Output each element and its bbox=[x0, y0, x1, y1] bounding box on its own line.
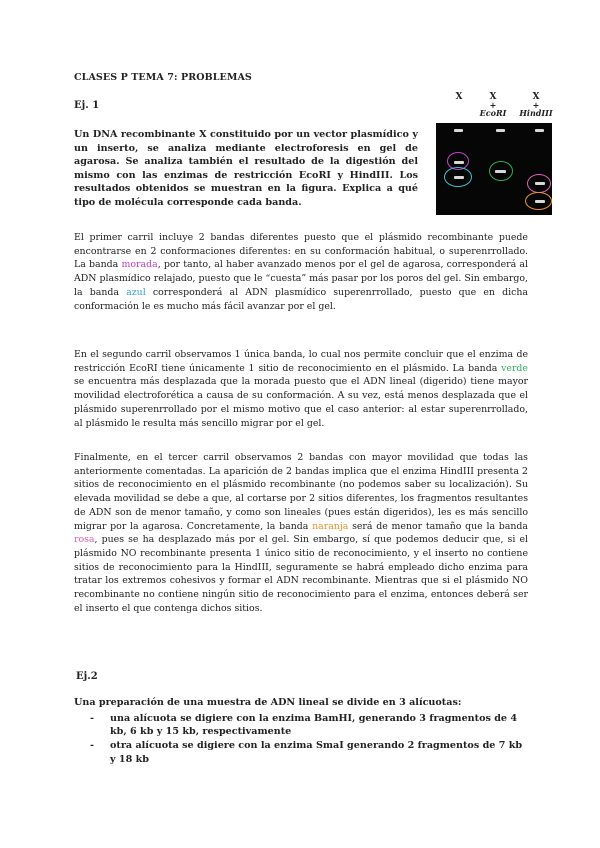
paragraph-lane-1-text-c: corresponderá al ADN plasmídico superenrrollado, puesto que en dicha conformación le es mucho más fácil avanzar por el gel. bbox=[74, 286, 528, 312]
paragraph-lane-2-text-a: En el segundo carril observamos 1 única banda, lo cual nos permite concluir que el enzima de restricción EcoRI tiene únicamente 1 sitio de reconocimiento en el plásmido. La banda bbox=[74, 349, 528, 374]
word-naranja: naranja bbox=[312, 520, 349, 532]
rosa-circle bbox=[527, 174, 551, 193]
lane-1-well bbox=[454, 129, 463, 132]
paragraph-lane-2-text-b: se encuentra más desplazada que la morada puesto que el ADN lineal (digerido) tiene mayor movilidad electroforética a causa de su conformación. A su vez, está menos desplazada que el plásmido superenrrollado por el mismo motivo que el caso anterior: al estar superenrrollado, al plásmido le resulta más sencillo migrar por el gel. bbox=[74, 376, 528, 429]
paragraph-lane-3 bbox=[74, 451, 528, 615]
exercise-1-heading: Ej. 1 bbox=[74, 100, 100, 111]
azul-circle bbox=[444, 167, 472, 187]
list-item bbox=[90, 739, 530, 765]
lane-3-label bbox=[518, 92, 554, 118]
paragraph-lane-3-text-c: , pues se ha desplazado más por el gel. Sin embargo, sí que podemos deducir que, si el plásmido NO recombinante presenta 1 único sitio de reconocimiento, y el inserto no contiene sitios de reconocimiento para la HindIII, seguramente se habrá empleado dicho enzima para tratar los extremos cohesivos y formar el ADN recombinante. Mientras que si el plásmido NO recombinante no contiene ningún sitio de reconocimiento para el enzima, entonces deberá ser el inserto el que contenga dichos sitios. bbox=[74, 534, 528, 614]
lane-3-well bbox=[535, 129, 544, 132]
word-verde: verde bbox=[501, 362, 528, 374]
paragraph-lane-2 bbox=[74, 348, 528, 430]
paragraph-lane-1-text-b: , por tanto, al haber avanzado menos por el gel de agarosa, corresponderá al ADN plasmídico relajado, puesto que le “cuesta” más pasar por los poros del gel. Sin embargo, la banda bbox=[74, 259, 529, 298]
exercise-2-heading: Ej.2 bbox=[76, 671, 98, 682]
word-morada: morada bbox=[121, 259, 158, 271]
paragraph-lane-1 bbox=[74, 231, 528, 313]
word-azul: azul bbox=[126, 286, 146, 298]
list-item-text: otra alícuota se digiere con la enzima SmaI generando 2 fragmentos de 7 kb y 18 kb bbox=[110, 740, 523, 765]
lane-2-label-x: X bbox=[489, 92, 497, 102]
verde-circle bbox=[489, 161, 513, 181]
paragraph-lane-1-text-a: El primer carril incluye 2 bandas diferentes puesto que el plásmido recombinante puede encontrarse en 2 conformaciones diferentes: en su conformación habitual, o superenrrollado. La banda bbox=[74, 232, 528, 271]
naranja-circle bbox=[525, 192, 552, 210]
exercise-1-statement: Un DNA recombinante X constituido por un vector plasmídico y un inserto, se analiza mediante electroforesis en gel de agarosa. Se analiza también el resultado de la digestión del mismo con las enzimas de restricción EcoRI y HindIII. Los resultados obtenidos se muestran en la figura. Explica a qué tipo de molécula corresponde cada banda. bbox=[74, 129, 418, 208]
agarose-gel bbox=[436, 123, 552, 215]
lane-2-well bbox=[496, 129, 505, 132]
lane-2-label bbox=[476, 92, 510, 118]
paragraph-lane-3-text-b: será de menor tamaño que la banda bbox=[348, 520, 528, 532]
lane-3-label-plus: + bbox=[532, 100, 540, 110]
lane-1-label bbox=[452, 92, 466, 102]
list-dash: - bbox=[90, 713, 94, 724]
page-title: CLASES P TEMA 7: PROBLEMAS bbox=[74, 72, 252, 83]
list-dash: - bbox=[90, 740, 94, 752]
word-rosa: rosa bbox=[74, 534, 95, 546]
lane-1-label-text: X bbox=[455, 92, 463, 102]
paragraph-lane-3-text-a: Finalmente, en el tercer carril observamos 2 bandas con mayor movilidad que todas las anteriormente comentadas. La aparición de 2 bandas implica que el enzima HindIII presenta 2 sitios de reconocimiento en el plásmido recombinante (no podemos saber su localización). Su elevada movilidad se debe a que, al cortarse por 2 sitios diferentes, los fragmentos resultantes de ADN son de menor tamaño, y como son lineales (pues están digeridos), les es más sencillo migrar por la agarosa. Concretamente, la banda bbox=[74, 452, 528, 532]
lane-3-label-x: X bbox=[532, 92, 540, 102]
lane-2-label-enzyme: EcoRI bbox=[479, 108, 507, 118]
gel-figure bbox=[424, 90, 554, 230]
list-item bbox=[90, 712, 530, 738]
exercise-2-intro: Una preparación de una muestra de ADN lineal se divide en 3 alícuotas: bbox=[74, 697, 462, 708]
exercise-2-list bbox=[90, 712, 530, 767]
list-item-text: una alícuota se digiere con la enzima BamHI, generando 3 fragmentos de 4 kb, 6 kb y 15 kb, respectivamente bbox=[110, 713, 518, 738]
lane-3-label-enzyme: HindIII bbox=[519, 108, 553, 118]
lane-2-label-plus: + bbox=[489, 100, 497, 110]
